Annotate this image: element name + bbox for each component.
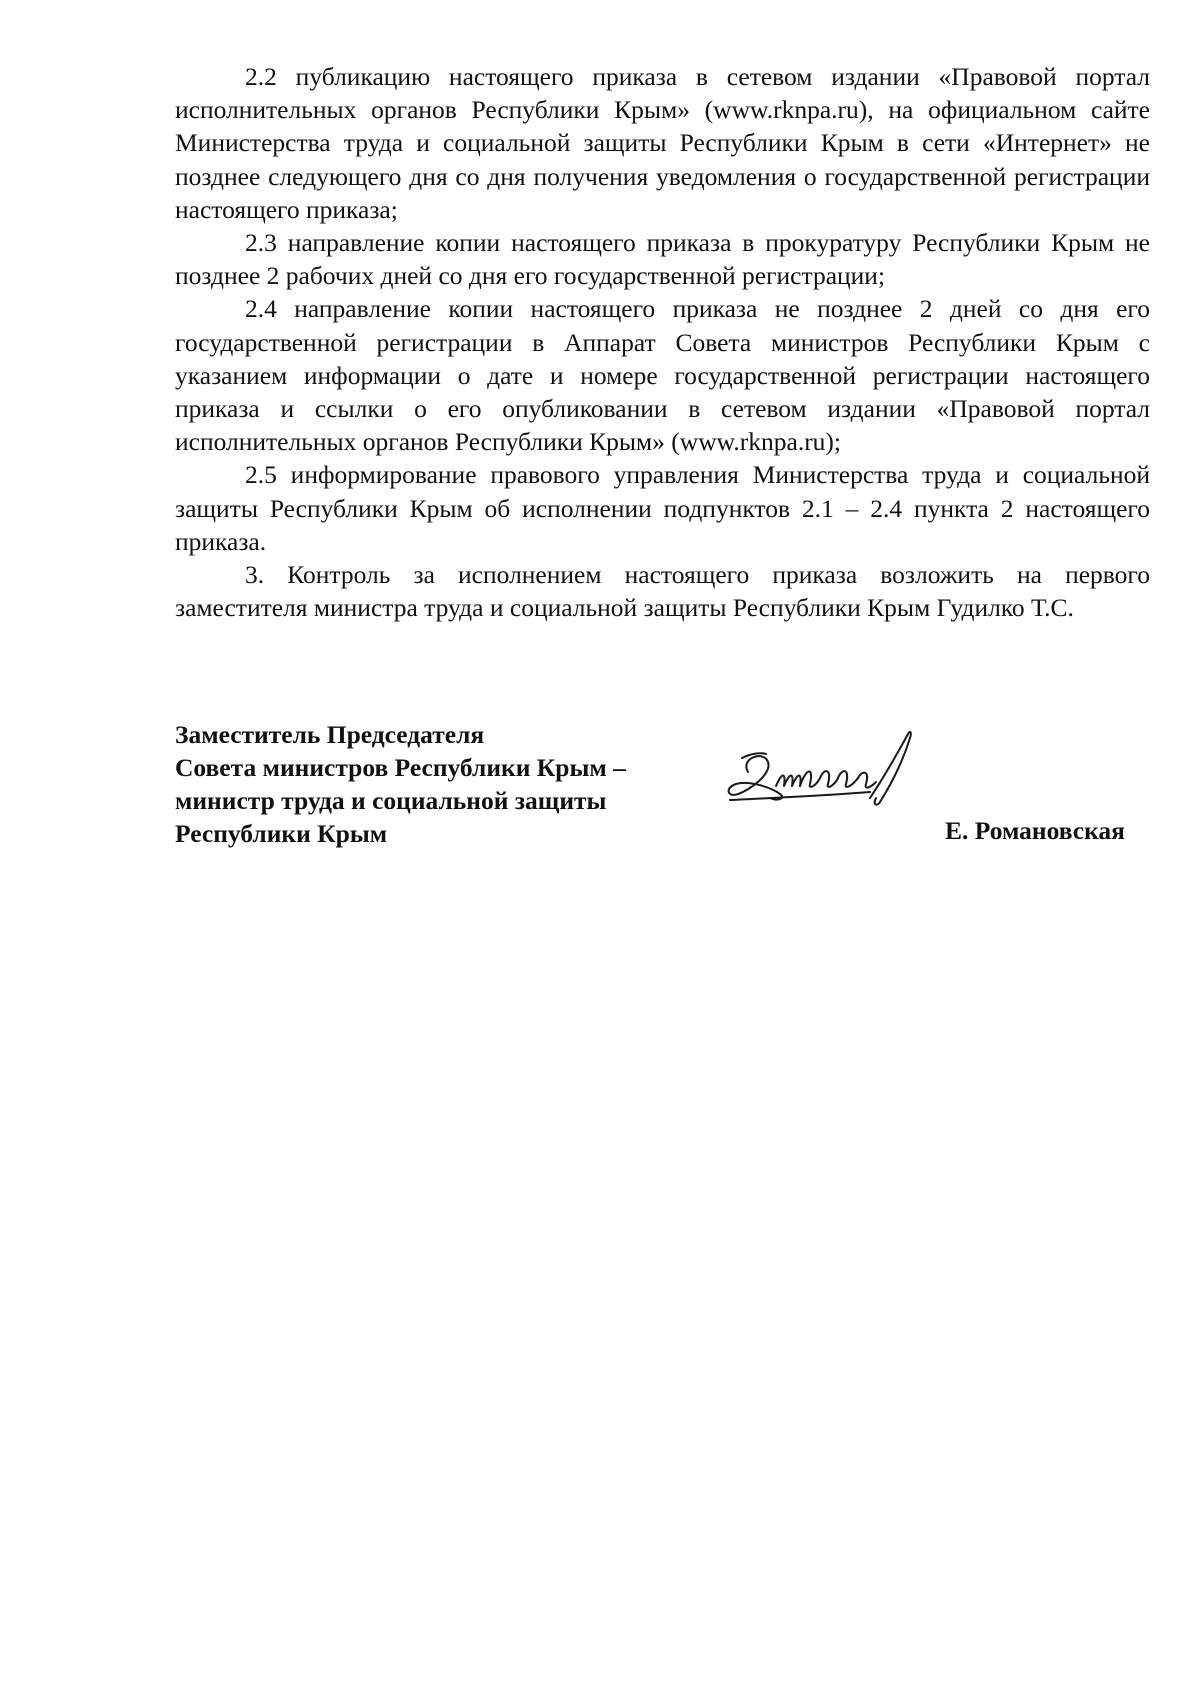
signature-block — [175, 718, 1175, 858]
paragraph-3: 3. Контроль за исполнением настоящего приказа возложить на первого заместителя министра труда и социальной защиты Республики Крым Гудилко Т.С. — [175, 560, 1150, 623]
paragraph-2-4: 2.4 направление копии настоящего приказа не позднее 2 дней со дня его государственной регистрации в Аппарат Совета министров Республики Крым с указанием информации о дате и номере государственной регистрации настоящего приказа и ссылки о его опубликовании в сетевом издании «Правовой портал исполнительных органов Республики Крым» (www.rknpa.ru); — [175, 294, 1150, 457]
signatory-position-line: министр труда и социальной защиты — [175, 786, 607, 815]
signatory-position-line: Заместитель Председателя — [175, 720, 485, 749]
signatory-position-line: Республики Крым — [175, 819, 388, 848]
signatory-position-line: Совета министров Республики Крым – — [175, 753, 626, 782]
paragraph-2-5: 2.5 информирование правового управления Министерства труда и социальной защиты Республики Крым об исполнении подпунктов 2.1 – 2.4 пункта 2 настоящего приказа. — [175, 460, 1150, 556]
signatory-position — [175, 718, 695, 850]
signatory-name: Е. Романовская — [945, 816, 1125, 845]
order-body — [175, 60, 1150, 624]
handwritten-signature — [720, 728, 920, 828]
paragraph-2-2: 2.2 публикацию настоящего приказа в сетевом издании «Правовой портал исполнительных органов Республики Крым» (www.rknpa.ru), на официальном сайте Министерства труда и социальной защиты Республики Крым в сети «Интернет» не позднее следующего дня со дня получения уведомления о государственной регистрации настоящего приказа; — [175, 62, 1150, 224]
paragraph-2-3: 2.3 направление копии настоящего приказа в прокуратуру Республики Крым не позднее 2 рабочих дней со дня его государственной регистрации; — [175, 228, 1150, 291]
